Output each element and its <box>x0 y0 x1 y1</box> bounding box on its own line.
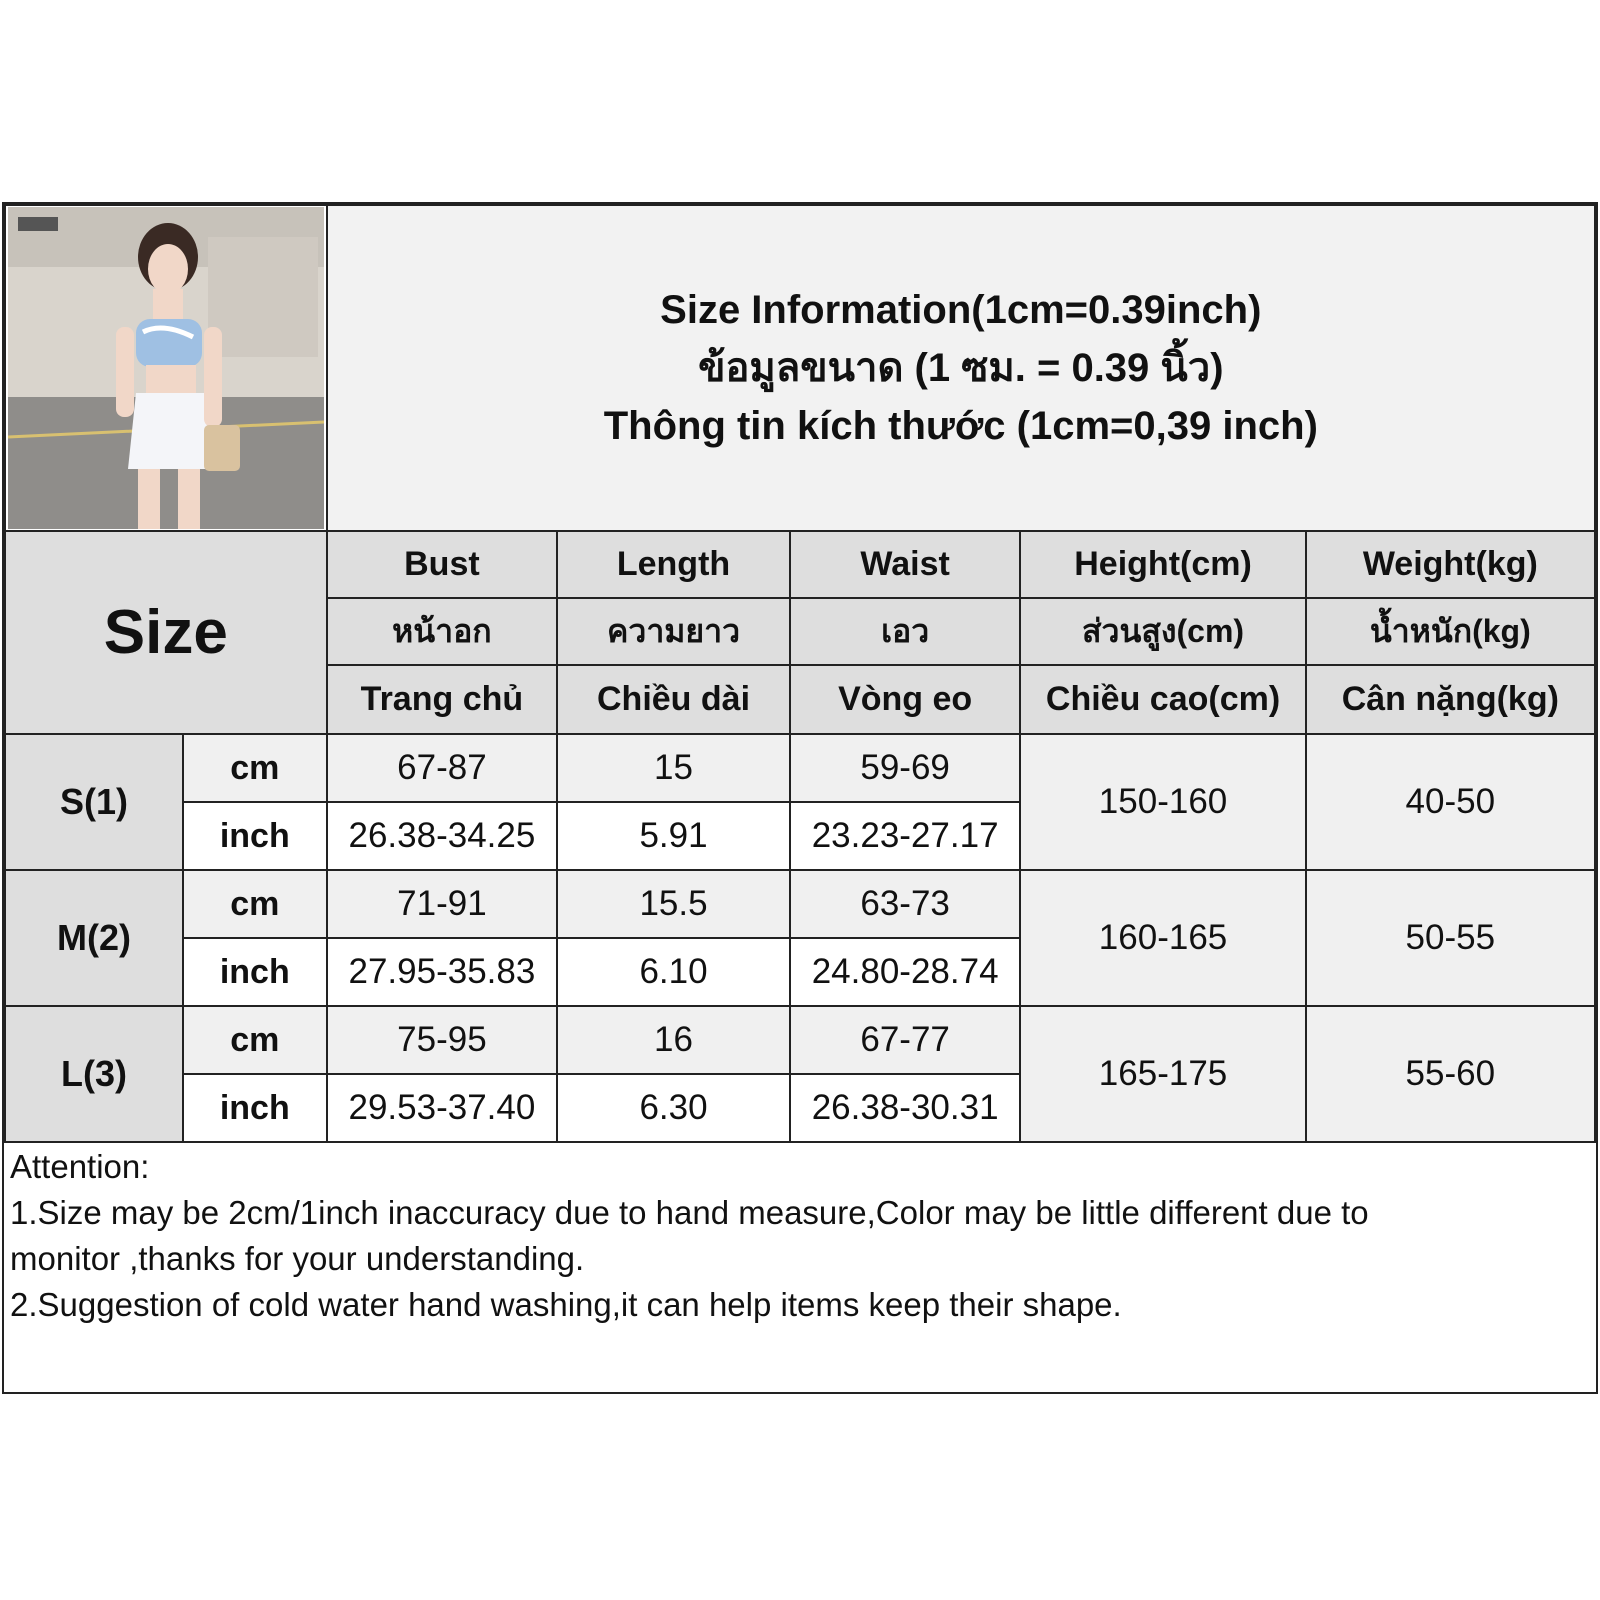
weight-range: 50-55 <box>1306 870 1595 1006</box>
unit-cm: cm <box>183 734 327 802</box>
col-header-bust-en: Bust <box>327 531 558 598</box>
length-inch: 6.30 <box>557 1074 790 1142</box>
notes-heading: Attention: <box>10 1148 150 1185</box>
col-header-bust-th: หน้าอก <box>327 598 558 665</box>
unit-inch: inch <box>183 1074 327 1142</box>
title-english: Size Information(1cm=0.39inch) <box>660 288 1262 332</box>
notes-line-1a: 1.Size may be 2cm/1inch inaccuracy due to hand measure,Color may be little different due to <box>10 1194 1369 1231</box>
weight-range: 55-60 <box>1306 1006 1595 1142</box>
bust-inch: 29.53-37.40 <box>327 1074 558 1142</box>
height-range: 160-165 <box>1020 870 1305 1006</box>
size-header: Size <box>103 598 228 667</box>
unit-inch: inch <box>183 938 327 1006</box>
col-header-weight-vi: Cân nặng(kg) <box>1306 665 1595 734</box>
col-header-height-en: Height(cm) <box>1020 531 1305 598</box>
col-header-weight-th: น้ำหนัก(kg) <box>1306 598 1595 665</box>
unit-cm: cm <box>183 1006 327 1074</box>
attention-notes <box>10 1144 1590 1328</box>
col-header-length-en: Length <box>557 531 790 598</box>
title-cell <box>327 205 1595 531</box>
col-header-length-vi: Chiều dài <box>557 665 790 734</box>
size-chart <box>2 202 1598 1394</box>
col-header-height-th: ส่วนสูง(cm) <box>1020 598 1305 665</box>
height-range: 165-175 <box>1020 1006 1305 1142</box>
col-header-height-vi: Chiều cao(cm) <box>1020 665 1305 734</box>
waist-cm: 59-69 <box>790 734 1021 802</box>
col-header-weight-en: Weight(kg) <box>1306 531 1595 598</box>
model-photo <box>8 207 324 529</box>
length-cm: 15 <box>557 734 790 802</box>
bust-inch: 26.38-34.25 <box>327 802 558 870</box>
size-header-cell <box>5 531 327 734</box>
waist-cm: 67-77 <box>790 1006 1021 1074</box>
col-header-length-th: ความยาว <box>557 598 790 665</box>
notes-line-2: 2.Suggestion of cold water hand washing,it can help items keep their shape. <box>10 1286 1122 1323</box>
bust-inch: 27.95-35.83 <box>327 938 558 1006</box>
waist-inch: 26.38-30.31 <box>790 1074 1021 1142</box>
bust-cm: 67-87 <box>327 734 558 802</box>
height-range: 150-160 <box>1020 734 1305 870</box>
title-vietnamese: Thông tin kích thước (1cm=0,39 inch) <box>603 404 1318 448</box>
size-label-l: L(3) <box>5 1006 183 1142</box>
unit-inch: inch <box>183 802 327 870</box>
waist-inch: 24.80-28.74 <box>790 938 1021 1006</box>
waist-cm: 63-73 <box>790 870 1021 938</box>
length-cm: 15.5 <box>557 870 790 938</box>
col-header-waist-en: Waist <box>790 531 1021 598</box>
waist-inch: 23.23-27.17 <box>790 802 1021 870</box>
length-cm: 16 <box>557 1006 790 1074</box>
col-header-waist-vi: Vòng eo <box>790 665 1021 734</box>
length-inch: 6.10 <box>557 938 790 1006</box>
size-table <box>4 204 1596 1143</box>
col-header-waist-th: เอว <box>790 598 1021 665</box>
col-header-bust-vi: Trang chủ <box>327 665 558 734</box>
bust-cm: 71-91 <box>327 870 558 938</box>
notes-line-1b: monitor ,thanks for your understanding. <box>10 1240 585 1277</box>
unit-cm: cm <box>183 870 327 938</box>
size-label-m: M(2) <box>5 870 183 1006</box>
length-inch: 5.91 <box>557 802 790 870</box>
title-thai: ข้อมูลขนาด (1 ซม. = 0.39 นิ้ว) <box>698 346 1224 390</box>
bust-cm: 75-95 <box>327 1006 558 1074</box>
product-photo-cell <box>5 205 327 531</box>
weight-range: 40-50 <box>1306 734 1595 870</box>
size-label-s: S(1) <box>5 734 183 870</box>
